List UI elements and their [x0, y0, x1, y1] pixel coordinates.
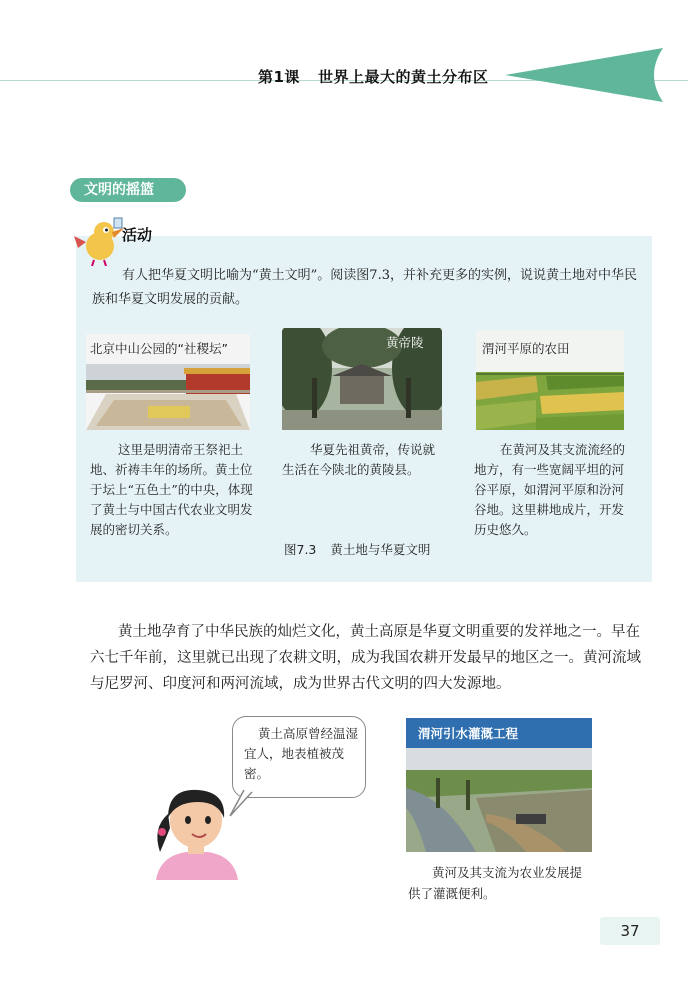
main-paragraph: 黄土地孕育了中华民族的灿烂文化，黄土高原是华夏文明重要的发祥地之一。早在六七千年前，这里就已出现了农耕文明，成为我国农耕开发最早的地区之一。黄河流域与尼罗河、印度河和两河流域，成为世界古代文明的四大发源地。 — [90, 624, 641, 692]
photo-huangdiling-label: 黄帝陵 — [386, 335, 424, 350]
activity-label: 活动 — [122, 226, 153, 244]
page-header-title — [258, 66, 488, 87]
figure-title: 黄土地与华夏文明 — [330, 542, 431, 557]
figure-number: 图7.3 — [284, 542, 317, 557]
girl-illustration-icon — [146, 778, 246, 880]
photo-huangdiling-caption: 华夏先祖黄帝，传说就生活在今陕北的黄陵县。 — [282, 442, 436, 477]
photo-weihe-label: 渭河平原的农田 — [482, 341, 570, 356]
page-number: 37 — [600, 917, 660, 945]
photo-irrigation-caption: 黄河及其支流为农业发展提供了灌溉便利。 — [408, 865, 583, 901]
figure-caption — [284, 540, 430, 558]
header-wedge-decoration — [505, 48, 663, 102]
photo-irrigation-label: 渭河引水灌溉工程 — [418, 726, 519, 741]
lesson-title: 世界上最大的黄土分布区 — [317, 68, 489, 86]
photo-weihe-caption: 在黄河及其支流流经的地方，有一些宽阔平坦的河谷平原，如渭河平原和汾河谷地。这里耕地成片，开发历史悠久。 — [474, 442, 626, 537]
photo-shejitan-caption: 这里是明清帝王祭祀土地、祈祷丰年的场所。黄土位于坛上“五色土”的中央，体现了黄土与中国古代农业文明发展的密切关系。 — [90, 442, 253, 537]
mascot-bird-icon — [70, 214, 130, 266]
photo-shejitan-label: 北京中山公园的“社稷坛” — [90, 341, 228, 356]
lesson-number: 第1课 — [258, 68, 300, 86]
activity-prompt: 有人把华夏文明比喻为“黄土文明”。阅读图7.3，并补充更多的实例，说说黄土地对中华民族和华夏文明发展的贡献。 — [92, 268, 637, 307]
speech-bubble-text: 黄土高原曾经温湿宜人，地表植被茂密。 — [244, 726, 359, 781]
section-tag: 文明的摇篮 — [70, 178, 186, 202]
